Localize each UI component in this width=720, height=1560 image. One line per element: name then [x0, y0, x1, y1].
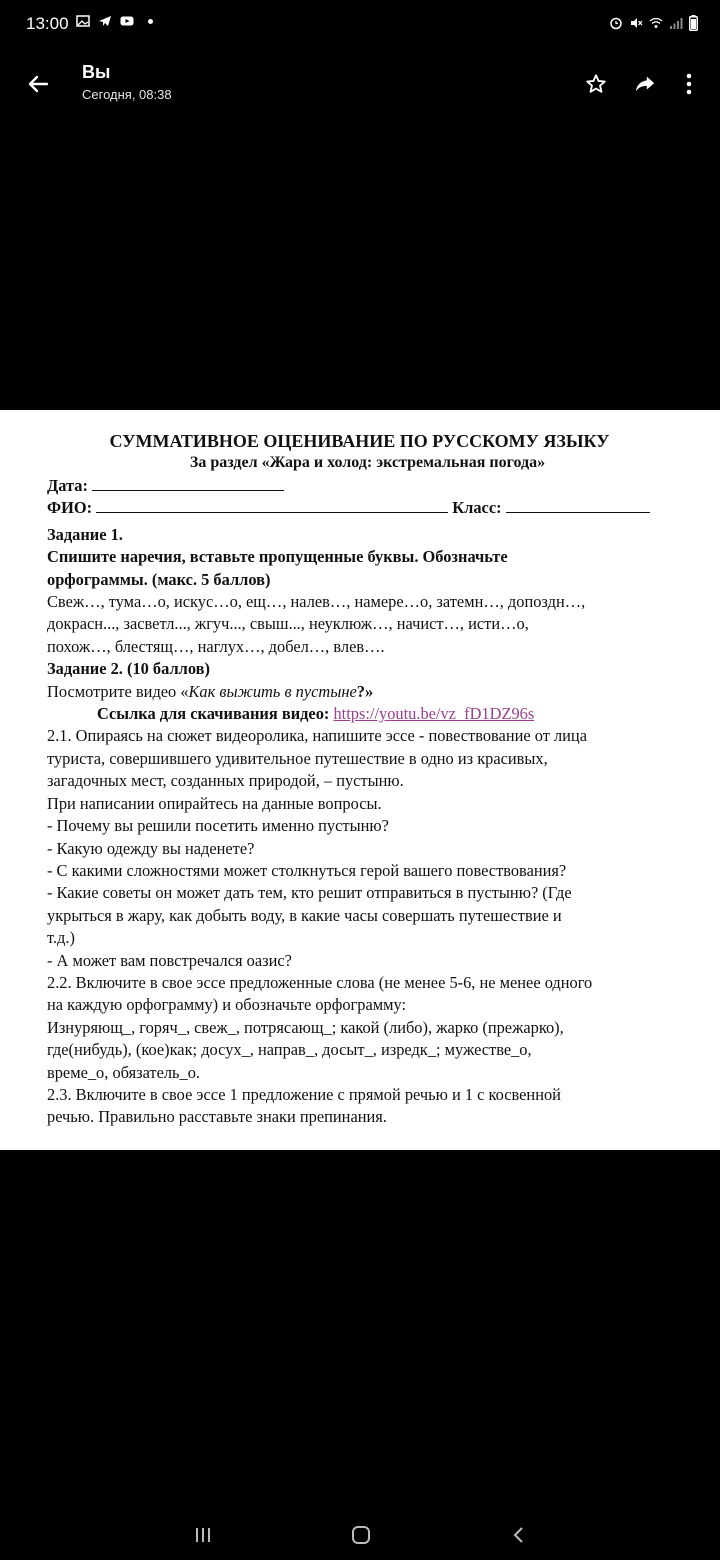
- question-1: - Почему вы решили посетить именно пустыню?: [47, 816, 389, 836]
- arrow-left-icon: [27, 73, 49, 95]
- notification-icons: [76, 14, 153, 28]
- star-button[interactable]: [580, 68, 612, 100]
- back-button[interactable]: [22, 68, 54, 100]
- fio-blank: [96, 499, 448, 513]
- date-label: Дата:: [47, 476, 88, 495]
- back-nav-button[interactable]: [504, 1520, 534, 1550]
- date-blank: [92, 477, 284, 491]
- recent-apps-button[interactable]: [188, 1520, 218, 1550]
- p21-line: 2.1. Опираясь на сюжет видеоролика, напишите эссе - повествование от лица: [47, 726, 587, 746]
- task1-words: докрасн..., засветл..., жгуч..., свыш..., неуклюж…, начист…, исти…о,: [47, 614, 529, 634]
- home-icon: [351, 1525, 371, 1545]
- p22-words: где(нибудь), (кое)как; досух_, направ_, досыт_, изредк_; мужестве_о,: [47, 1040, 532, 1060]
- document-image[interactable]: [0, 410, 720, 1150]
- task2-watch: [47, 681, 688, 703]
- fio-label: ФИО:: [47, 498, 93, 518]
- question-4-cont: укрыться в жару, как добыть воду, в какие часы совершать путешествие и: [47, 905, 562, 925]
- home-button[interactable]: [346, 1520, 376, 1550]
- system-icons: [609, 15, 698, 31]
- question-4-cont: т.д.): [47, 928, 75, 948]
- task1-words: Свеж…, тума…о, искус…о, ещ…, налев…, намере…о, затемн…, допоздн…,: [47, 592, 586, 612]
- question-3: - С какими сложностями может столкнуться герой вашего повествования?: [47, 860, 567, 880]
- sender-info: [82, 62, 172, 102]
- chevron-left-icon: [510, 1526, 528, 1544]
- question-2: - Какую одежду вы наденете?: [47, 838, 255, 858]
- date-row: [47, 475, 688, 497]
- question-4: - Какие советы он может дать тем, кто решит отправиться в пустыню? (Где: [47, 883, 572, 903]
- p22-line: 2.2. Включите в свое эссе предложенные слова (не менее 5-6, не менее одного: [47, 972, 593, 992]
- navigation-bar: [0, 1508, 720, 1560]
- share-icon: [634, 73, 656, 95]
- p23-line: речью. Правильно расставьте знаки препинания.: [47, 1107, 387, 1127]
- sent-time: Сегодня, 08:38: [82, 87, 172, 102]
- task2-title: Задание 2. (10 баллов): [47, 659, 210, 679]
- star-icon: [585, 73, 607, 95]
- telegram-icon: [98, 14, 112, 28]
- video-link[interactable]: https://youtu.be/vz_fD1DZ96s: [333, 704, 535, 724]
- doc-subtitle: За раздел «Жара и холод: экстремальная погода»: [189, 454, 546, 471]
- question-5: - А может вам повстречался оазис?: [47, 950, 292, 970]
- sender-name: Вы: [82, 62, 111, 82]
- task1-title: Задание 1.: [47, 524, 123, 544]
- status-bar: [0, 0, 720, 52]
- more-vert-icon: [686, 73, 692, 95]
- link-label: Ссылка для скачивания видео:: [97, 704, 330, 724]
- fio-row: [47, 497, 688, 519]
- task1-instruction: Спишите наречия, вставьте пропущенные буквы. Обозначьте: [47, 547, 508, 567]
- p22-words: Изнуряющ_, горяч_, свеж_, потрясающ_; какой (либо), жарко (прежарко),: [47, 1017, 564, 1037]
- more-options-button[interactable]: [673, 68, 705, 100]
- class-blank: [506, 499, 650, 513]
- task2-watch-suffix: ?»: [356, 681, 374, 701]
- mute-icon: [629, 16, 643, 30]
- class-label: Класс:: [452, 498, 502, 518]
- share-button[interactable]: [629, 68, 661, 100]
- task1-words: похож…, блестящ…, наглух…, добел…, влев….: [47, 636, 385, 656]
- p21-line: туриста, совершившего удивительное путешествие в одно из красивых,: [47, 748, 548, 768]
- video-title: Как выжить в пустыне: [188, 681, 357, 701]
- battery-icon: [689, 15, 698, 31]
- p22-line: на каждую орфограмму) и обозначьте орфограмму:: [47, 995, 407, 1015]
- youtube-icon: [120, 14, 134, 28]
- doc-title: СУММАТИВНОЕ ОЦЕНИВАНИЕ ПО РУССКОМУ ЯЗЫКУ: [109, 431, 610, 451]
- gallery-icon: [76, 14, 90, 28]
- app-bar: [0, 52, 720, 116]
- alarm-icon: [609, 16, 623, 30]
- p22-words: време_о, обязатель_о.: [47, 1062, 201, 1082]
- p23-line: 2.3. Включите в свое эссе 1 предложение с прямой речью и 1 с косвенной: [47, 1084, 561, 1104]
- task1-instruction-cont: орфограммы. (макс. 5 баллов): [47, 569, 271, 589]
- task2-watch-prefix: Посмотрите видео «: [47, 681, 189, 701]
- hint-line: При написании опирайтесь на данные вопросы.: [47, 793, 382, 813]
- p21-line: загадочных мест, созданных природой, – пустыню.: [47, 771, 404, 791]
- more-notifications-dot: [148, 19, 153, 24]
- wifi-icon: [649, 16, 663, 30]
- video-link-row: [47, 703, 688, 725]
- recent-apps-icon: [194, 1526, 212, 1544]
- signal-icon: [669, 16, 683, 30]
- status-time: 13:00: [26, 14, 69, 33]
